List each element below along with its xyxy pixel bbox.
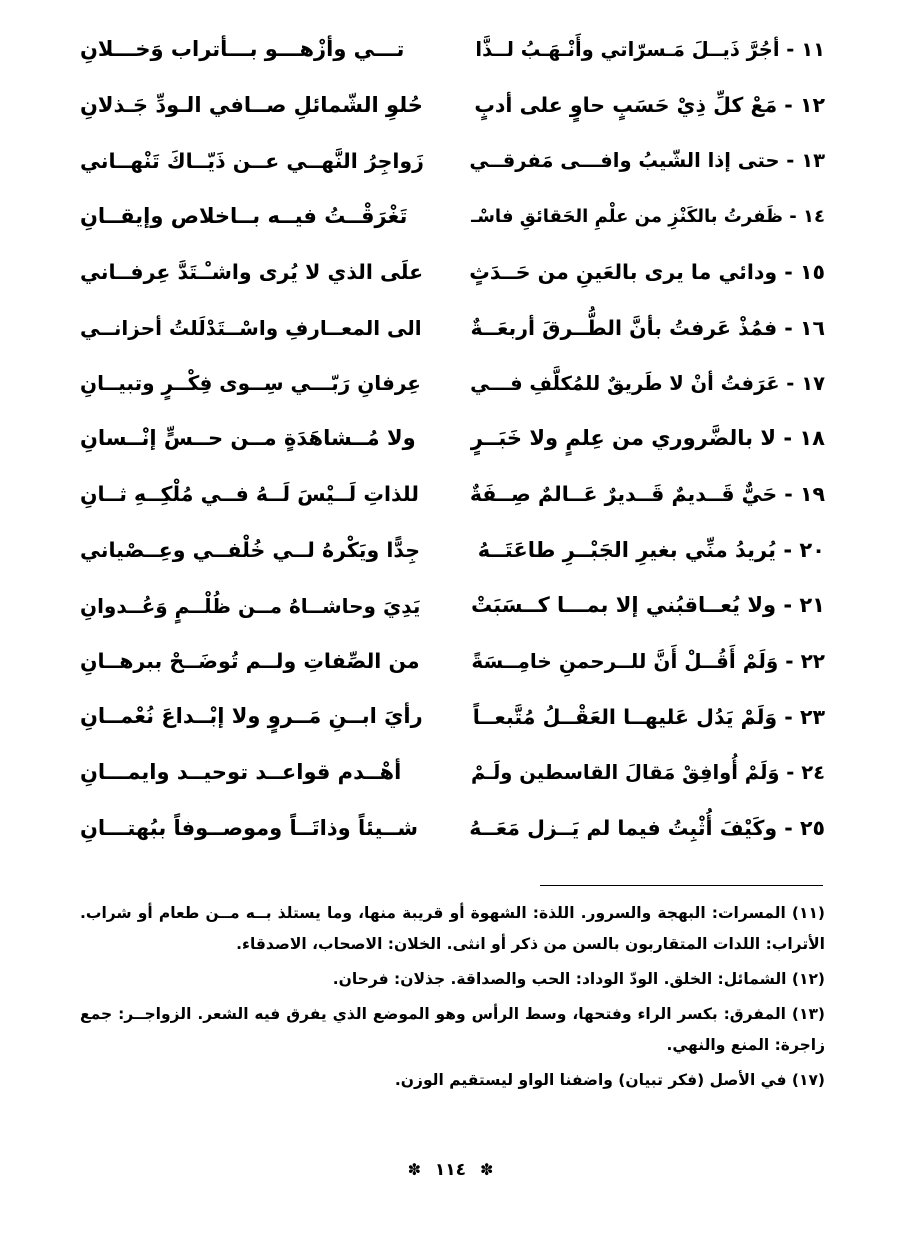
verse-first-hemistich-text: ودائي ما يرى بالعَينِ من حَــدَثٍ (469, 259, 778, 284)
verse-number: ١٨ (799, 426, 825, 451)
verse-dash: - (776, 426, 800, 451)
verse-row (80, 133, 825, 189)
verse-number: ٢٣ (799, 704, 825, 729)
verse-second-hemistich: علَى الذي لا يُرى واشـْـتَدَّ عِرفــاني (80, 259, 424, 284)
verse-number: ١٢ (799, 93, 825, 118)
verse-row (80, 356, 825, 412)
verse-second-hemistich: شــيئاً وذاتَــاً وموصــوفاً ببُهتـــانِ (80, 815, 419, 840)
footnote: (١١) المسرات: البهجة والسرور. اللذة: الشهوة أو قريبة منها، وما يستلذ بــه مــن طعام أو شراب. الأتراب: اللدات المتقاربون بالسن من ذكر أو انثى. الخلان: الاصحاب، الاصدقاء. (80, 904, 825, 953)
verse-number: ١٥ (799, 259, 825, 284)
footnote: (١٢) الشمائل: الخلق. الودّ الوداد: الحب والصداقة. جذلان: فرحان. (332, 970, 825, 988)
verse-row (80, 22, 825, 78)
verse-first-hemistich-text: مَعْ كلِّ ذِيْ حَسَبٍ حاوٍ على أدبٍ (474, 93, 778, 118)
verse-first-hemistich-text: يُريدُ منِّي بغيرِ الجَبْــرِ طاعَتَــهُ (477, 537, 777, 562)
ornament-icon: ✽ (479, 1160, 494, 1179)
verse-second-hemistich: الى المعــارفِ واسْــتَدْلَلتُ أحزانــي (80, 315, 422, 340)
verse-dash: - (776, 593, 800, 618)
verse-first-hemistich (470, 371, 825, 395)
verse-second-hemistich: يَدِيَ وحاشــاهُ مــن ظُلْــمٍ وَعُــدوانِ (80, 593, 421, 618)
verse-first-hemistich (470, 315, 825, 340)
verse-second-hemistich: حُلوِ الشّمائلِ صــافي الـودِّ جَـذلانِ (80, 92, 423, 117)
verse-number: ٢٢ (800, 649, 825, 674)
verse-first-hemistich-text: ولا يُعــاقبُني إلا بمـــا كــسَبَتْ (471, 593, 777, 618)
footnote: (١٧) في الأصل (فكر تبيان) واضفنا الواو ليستقيم الوزن. (394, 1071, 825, 1089)
verse-row (80, 300, 825, 356)
verse-number: ١٩ (799, 482, 825, 507)
verse-first-hemistich (470, 95, 825, 116)
verse-first-hemistich (470, 595, 825, 616)
verse-dash: - (779, 149, 802, 173)
verse-dash: - (777, 93, 800, 118)
verse-first-hemistich-text: وَلَمْ أَقُــلْ أَنَّ للــرحمنِ خامِــسَةً (471, 649, 779, 674)
footnote-separator (540, 885, 823, 886)
verse-second-hemistich: جِدًّا ويَكْرهُ لــي خُلْفــي وعِــصْياني (80, 537, 420, 562)
verse-first-hemistich (470, 40, 825, 60)
verse-number: ١٣ (801, 149, 825, 173)
verse-row (80, 800, 825, 856)
footnotes (80, 898, 825, 1100)
verse-second-hemistich: رأيَ ابــنِ مَــروٍ ولا إبْــداعَ نُعْمــانِ (80, 704, 423, 729)
verse-row (80, 467, 825, 523)
verse-first-hemistich (470, 428, 825, 449)
verse-second-hemistich: للذاتِ لَــيْسَ لَــهُ فــي مُلْكِــهِ ثــانِ (80, 482, 419, 507)
verse-first-hemistich (470, 649, 825, 674)
verse-number: ٢١ (799, 593, 825, 618)
verse-dash: - (777, 815, 800, 840)
verse-first-hemistich (469, 259, 825, 284)
verse-number: ١١ (801, 38, 825, 62)
verse-dash: - (779, 38, 802, 62)
verse-number: ٢٠ (799, 537, 825, 562)
verse-first-hemistich-text: حتى إذا الشّيبُ وافـــى مَفرقــي (469, 149, 780, 173)
verse-second-hemistich: أهْــدم قواعــد توحيــد وايمـــانِ (80, 760, 402, 785)
poem (80, 22, 825, 856)
footnote: (١٣) المفرق: بكسر الراء وفتحها، وسط الرأس وهو الموضع الذي يفرق فيه الشعر. الزواجــر: جمع زاجرة: المنع والنهي. (80, 1005, 825, 1054)
verse-first-hemistich-text: فمُذْ عَرفتُ بأنَّ الطُّــرقَ أربعَــةٌ (470, 315, 778, 340)
verse-second-hemistich: من الصِّفاتِ ولــم تُوضَــحْ ببرهــانِ (80, 649, 420, 674)
verse-second-hemistich: تَغْرَقْــتُ فيــه بــاخلاص وإيقــانِ (80, 204, 408, 229)
verse-first-hemistich-text: لا بالضَّروري من عِلمٍ ولا خَبَــرٍ (470, 426, 777, 451)
verse-first-hemistich-text: وَلَمْ يَدُل عَليهــا العَقْــلُ مُتَّبعــاً (472, 704, 778, 729)
verse-number: ٢٤ (801, 760, 825, 784)
verse-first-hemistich (470, 760, 825, 784)
verse-row (80, 689, 825, 745)
verse-first-hemistich (470, 151, 825, 171)
verse-first-hemistich (470, 537, 825, 562)
verse-number: ١٧ (801, 371, 825, 395)
ornament-icon: ✽ (407, 1160, 421, 1179)
verse-row (80, 411, 825, 467)
verse-dash: - (777, 259, 800, 284)
verse-first-hemistich-text: عَرَفتُ أنْ لا طَريقٌ للمُكلَّفِ فـــي (470, 371, 780, 395)
page-footer (0, 1160, 901, 1180)
verse-dash: - (783, 205, 804, 227)
verse-second-hemistich: زَواجِرُ النَّهــي عــن ذَيّــاكَ تَنْهــاني (80, 148, 424, 173)
verse-first-hemistich-text: ظَفرتُ بالكَنْزِ من علْمِ الحَقائقِ فاسْـ (471, 205, 783, 227)
verse-first-hemistich-text: وكَيْفَ أُثْبِتُ فيما لم يَــزل مَعَــهُ (469, 815, 778, 840)
verse-number: ١٦ (799, 315, 825, 340)
verse-first-hemistich-text: حَيٌّ قَــديمٌ قَــديرٌ عَــالمٌ صِــفَةٌ (469, 482, 778, 507)
verse-number: ١٤ (803, 205, 825, 227)
verse-row (80, 634, 825, 690)
verse-dash: - (778, 649, 801, 674)
verse-first-hemistich (470, 205, 825, 227)
verse-dash: - (776, 537, 800, 562)
verse-dash: - (777, 482, 800, 507)
verse-row (80, 522, 825, 578)
verse-dash: - (777, 704, 800, 729)
verse-first-hemistich (469, 815, 825, 840)
verse-dash: - (777, 315, 800, 340)
verse-row (80, 745, 825, 801)
verse-row (80, 244, 825, 300)
verse-second-hemistich: تـــي وأزْهـــو بـــأتراب وَخـــلانِ (80, 37, 405, 62)
verse-first-hemistich-text: أجُرَّ ذَيــلَ مَـسرّاتي وأَنْـهَـبُ لــذَّا (475, 38, 780, 62)
verse-row (80, 189, 825, 245)
verse-second-hemistich: ولا مُــشاهَدَةٍ مــن حــسٍّ إنْــسانِ (80, 426, 416, 451)
verse-dash: - (779, 760, 802, 784)
verse-second-hemistich: عِرفانِ رَبّـــي سِــوى فِكْــرٍ وتبيــانِ (80, 371, 421, 396)
verse-row (80, 78, 825, 134)
verse-number: ٢٥ (799, 815, 825, 840)
page-number: ١١٤ (434, 1160, 467, 1180)
verse-first-hemistich (470, 484, 825, 505)
verse-dash: - (779, 371, 802, 395)
verse-first-hemistich (470, 704, 825, 729)
verse-row (80, 578, 825, 634)
verse-first-hemistich-text: وَلَمْ أُوافِقْ مَقالَ القاسطين ولَـمْ (471, 760, 780, 784)
